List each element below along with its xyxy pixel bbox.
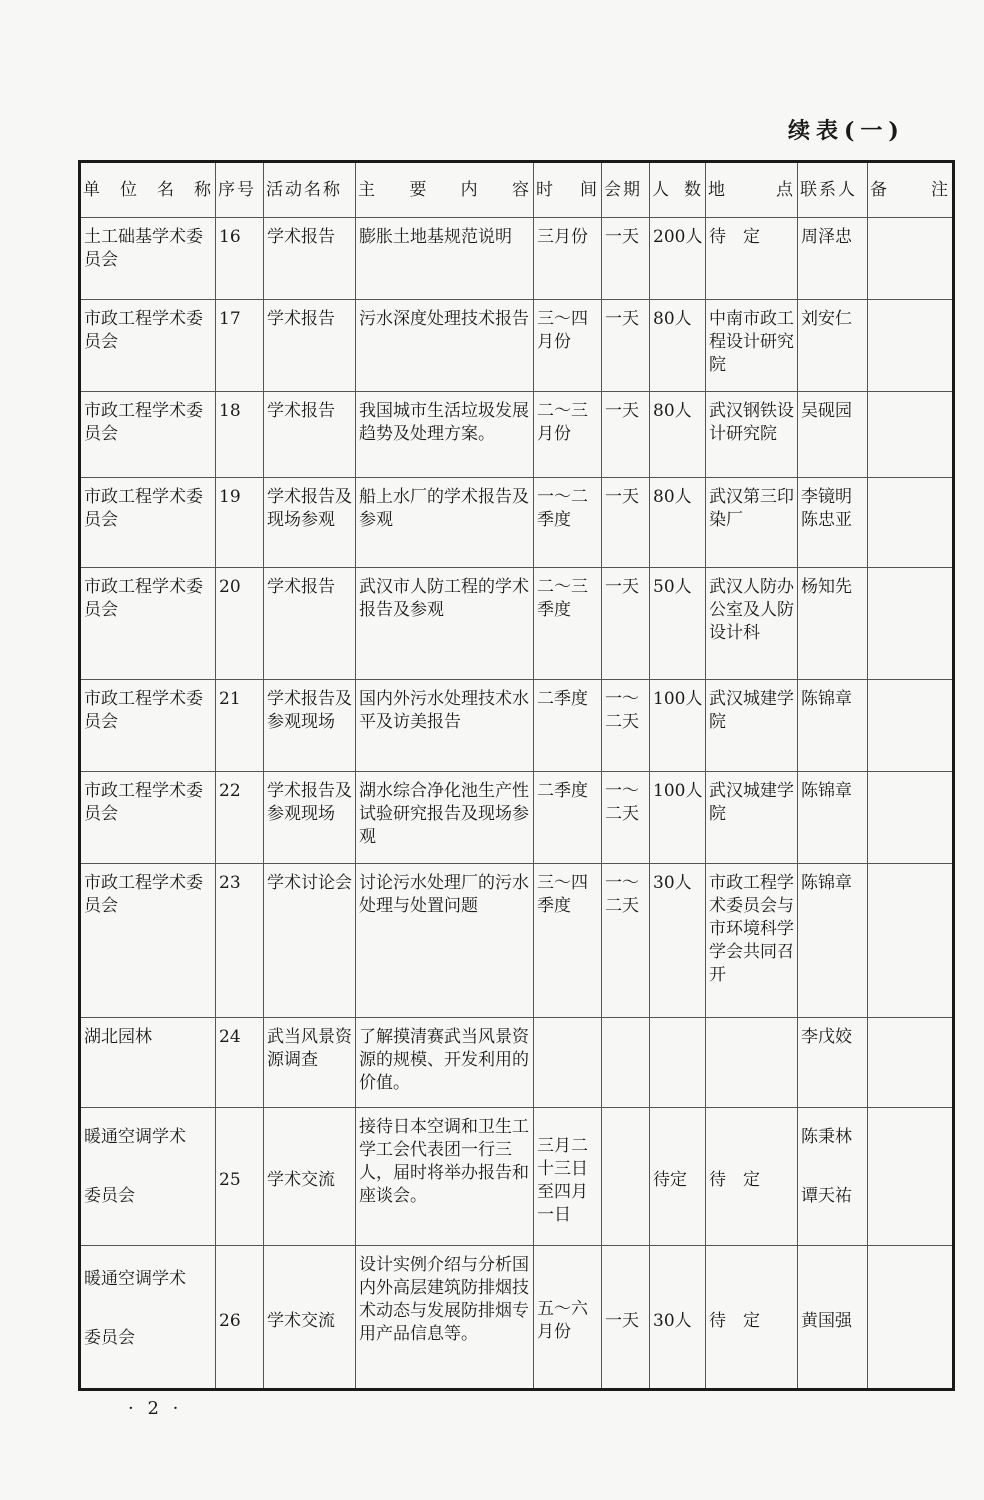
cell-place	[706, 1018, 798, 1108]
cell-activity: 学术交流	[264, 1246, 356, 1390]
cell-no: 19	[216, 478, 264, 568]
cell-people: 100人	[650, 772, 706, 864]
table-row	[80, 864, 954, 1018]
cell-unit: 市政工程学术委员会	[80, 300, 216, 392]
cell-remark	[868, 478, 954, 568]
cell-content: 湖水综合净化池生产性试验研究报告及现场参观	[356, 772, 534, 864]
cell-unit: 市政工程学术委员会	[80, 478, 216, 568]
continued-label: 续表(一)	[788, 118, 905, 144]
cell-activity: 学术报告及参观现场	[264, 680, 356, 772]
header-content: 主要内容	[356, 162, 534, 218]
cell-people: 80人	[650, 392, 706, 478]
cell-no: 26	[216, 1246, 264, 1390]
cell-people: 80人	[650, 478, 706, 568]
cell-contact: 陈锦章	[798, 772, 868, 864]
cell-duration	[602, 1018, 650, 1108]
cell-content: 污水深度处理技术报告	[356, 300, 534, 392]
cell-activity: 学术报告	[264, 568, 356, 680]
table-row	[80, 392, 954, 478]
cell-place: 武汉人防办公室及人防设计科	[706, 568, 798, 680]
header-activity: 活动名称	[264, 162, 356, 218]
table-row	[80, 300, 954, 392]
cell-unit: 市政工程学术委员会	[80, 568, 216, 680]
cell-contact: 李镜明 陈忠亚	[798, 478, 868, 568]
cell-duration: 一天	[602, 478, 650, 568]
cell-content: 了解摸清赛武当风景资源的规模、开发利用的价值。	[356, 1018, 534, 1108]
cell-unit	[80, 1108, 216, 1246]
cell-unit	[80, 1246, 216, 1390]
cell-unit-line2: 委员会	[84, 1328, 135, 1348]
cell-contact: 周泽忠	[798, 218, 868, 300]
header-remark: 备注	[868, 162, 954, 218]
cell-content: 接待日本空调和卫生工学工会代表团一行三人，届时将举办报告和座谈会。	[356, 1108, 534, 1246]
cell-contact: 吴砚园	[798, 392, 868, 478]
cell-contact-line2: 谭天祐	[801, 1186, 852, 1206]
cell-contact	[798, 1108, 868, 1246]
cell-activity: 武当风景资源调查	[264, 1018, 356, 1108]
cell-unit: 市政工程学术委员会	[80, 772, 216, 864]
table-row	[80, 1108, 954, 1246]
cell-unit: 市政工程学术委员会	[80, 680, 216, 772]
cell-no: 23	[216, 864, 264, 1018]
header-people: 人数	[650, 162, 706, 218]
cell-people: 30人	[650, 1246, 706, 1390]
cell-duration	[602, 1108, 650, 1246]
table-row	[80, 568, 954, 680]
cell-content: 国内外污水处理技术水平及访美报告	[356, 680, 534, 772]
cell-no: 22	[216, 772, 264, 864]
cell-people: 100人	[650, 680, 706, 772]
cell-time: 三～四季度	[534, 864, 602, 1018]
header-place: 地点	[706, 162, 798, 218]
cell-people: 80人	[650, 300, 706, 392]
table-row	[80, 680, 954, 772]
cell-content: 我国城市生活垃圾发展趋势及处理方案。	[356, 392, 534, 478]
cell-duration: 一～二天	[602, 772, 650, 864]
cell-place: 中南市政工程设计研究院	[706, 300, 798, 392]
cell-time: 二季度	[534, 680, 602, 772]
cell-unit: 市政工程学术委员会	[80, 392, 216, 478]
cell-content: 膨胀土地基规范说明	[356, 218, 534, 300]
cell-duration: 一天	[602, 300, 650, 392]
cell-no: 16	[216, 218, 264, 300]
cell-time: 三月二十三日至四月一日	[534, 1108, 602, 1246]
cell-remark	[868, 1108, 954, 1246]
cell-place: 市政工程学术委员会与市环境科学学会共同召开	[706, 864, 798, 1018]
cell-people: 待定	[650, 1108, 706, 1246]
cell-remark	[868, 218, 954, 300]
cell-contact: 李戊姣	[798, 1018, 868, 1108]
cell-remark	[868, 1246, 954, 1390]
cell-unit: 湖北园林	[80, 1018, 216, 1108]
cell-activity: 学术报告	[264, 392, 356, 478]
cell-time: 二～三月份	[534, 392, 602, 478]
cell-contact: 陈锦章	[798, 864, 868, 1018]
cell-no: 20	[216, 568, 264, 680]
cell-no: 24	[216, 1018, 264, 1108]
cell-place: 待 定	[706, 1246, 798, 1390]
table-row	[80, 218, 954, 300]
cell-unit-line2: 委员会	[84, 1186, 135, 1206]
cell-duration: 一～二天	[602, 864, 650, 1018]
cell-no: 18	[216, 392, 264, 478]
cell-activity: 学术报告及现场参观	[264, 478, 356, 568]
cell-remark	[868, 568, 954, 680]
cell-unit-line1: 暖通空调学术	[84, 1127, 186, 1147]
cell-remark	[868, 680, 954, 772]
header-duration: 会期	[602, 162, 650, 218]
cell-contact: 杨知先	[798, 568, 868, 680]
cell-content: 武汉市人防工程的学术报告及参观	[356, 568, 534, 680]
cell-remark	[868, 864, 954, 1018]
cell-content: 船上水厂的学术报告及参观	[356, 478, 534, 568]
cell-time: 五～六月份	[534, 1246, 602, 1390]
cell-place: 武汉第三印染厂	[706, 478, 798, 568]
cell-content: 讨论污水处理厂的污水处理与处置问题	[356, 864, 534, 1018]
cell-remark	[868, 300, 954, 392]
cell-time: 二季度	[534, 772, 602, 864]
cell-content: 设计实例介绍与分析国内外高层建筑防排烟技术动态与发展防排烟专用产品信息等。	[356, 1246, 534, 1390]
cell-no: 25	[216, 1108, 264, 1246]
cell-time: 三月份	[534, 218, 602, 300]
cell-contact-line1: 陈秉林	[801, 1127, 852, 1147]
cell-contact: 刘安仁	[798, 300, 868, 392]
cell-unit: 市政工程学术委员会	[80, 864, 216, 1018]
cell-time: 二～三季度	[534, 568, 602, 680]
cell-unit: 土工础基学术委员会	[80, 218, 216, 300]
cell-duration: 一天	[602, 218, 650, 300]
cell-people: 50人	[650, 568, 706, 680]
cell-activity: 学术交流	[264, 1108, 356, 1246]
cell-remark	[868, 392, 954, 478]
header-no: 序号	[216, 162, 264, 218]
cell-time	[534, 1018, 602, 1108]
cell-activity: 学术报告	[264, 218, 356, 300]
cell-contact: 黄国强	[798, 1246, 868, 1390]
cell-people: 200人	[650, 218, 706, 300]
cell-no: 17	[216, 300, 264, 392]
header-contact: 联系人	[798, 162, 868, 218]
cell-place: 武汉钢铁设计研究院	[706, 392, 798, 478]
cell-remark	[868, 772, 954, 864]
cell-no: 21	[216, 680, 264, 772]
table-row	[80, 1018, 954, 1108]
header-time: 时间	[534, 162, 602, 218]
cell-remark	[868, 1018, 954, 1108]
cell-people	[650, 1018, 706, 1108]
cell-time: 一～二季度	[534, 478, 602, 568]
cell-duration: 一天	[602, 392, 650, 478]
cell-time: 三～四月份	[534, 300, 602, 392]
cell-people: 30人	[650, 864, 706, 1018]
header-row	[80, 162, 954, 218]
cell-unit-line1: 暖通空调学术	[84, 1269, 186, 1289]
cell-activity: 学术报告	[264, 300, 356, 392]
page-number: · 2 ·	[128, 1398, 183, 1419]
table-row	[80, 478, 954, 568]
cell-place: 待 定	[706, 218, 798, 300]
cell-activity: 学术讨论会	[264, 864, 356, 1018]
cell-activity: 学术报告及参观现场	[264, 772, 356, 864]
cell-place: 待 定	[706, 1108, 798, 1246]
cell-place: 武汉城建学院	[706, 772, 798, 864]
cell-place: 武汉城建学院	[706, 680, 798, 772]
cell-contact: 陈锦章	[798, 680, 868, 772]
header-unit: 单位名称	[80, 162, 216, 218]
cell-duration: 一天	[602, 1246, 650, 1390]
table-row	[80, 772, 954, 864]
table-row	[80, 1246, 954, 1390]
cell-duration: 一～二天	[602, 680, 650, 772]
cell-duration: 一天	[602, 568, 650, 680]
activity-table	[78, 160, 955, 1391]
